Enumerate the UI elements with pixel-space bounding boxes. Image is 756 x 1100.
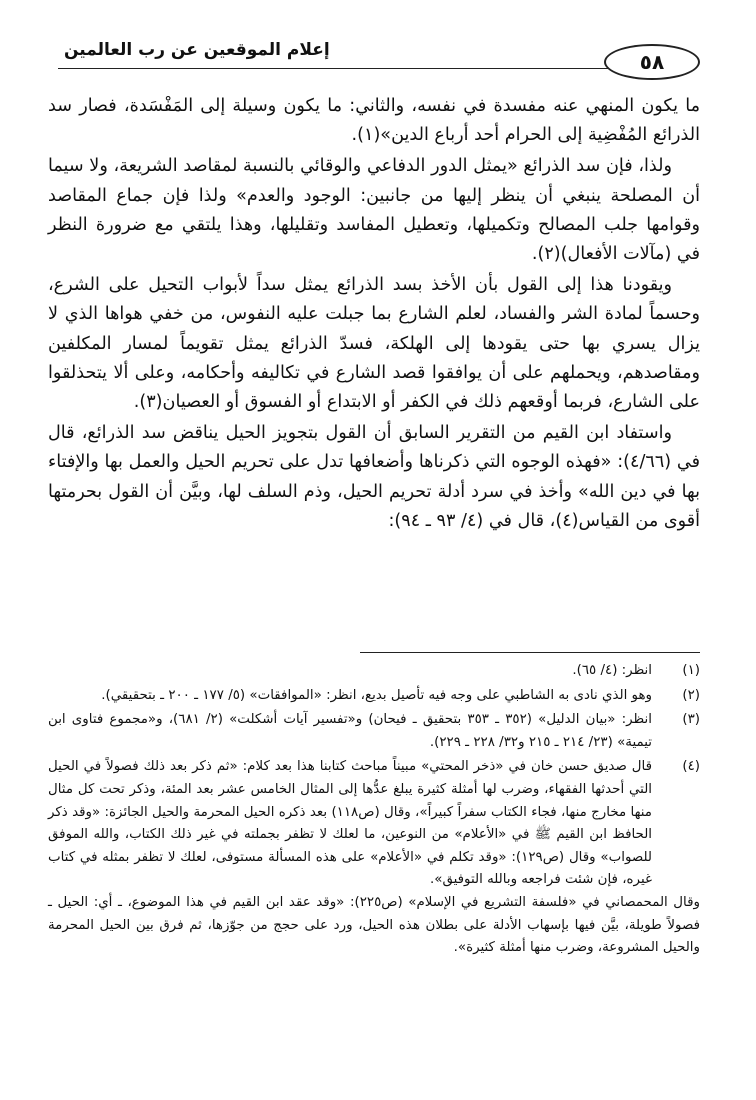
main-text: [48, 92, 700, 536]
footnote-number: (٢): [682, 687, 700, 703]
paragraph: ويقودنا هذا إلى القول بأن الأخذ بسد الذرائع يمثل سداً لأبواب التحيل على الشرع، وحسماً لمادة الشر والفساد، لعلم الشارع بما جبلت عليه النفوس، من خفي هواها الذي لا يزال يسري بها حتى يقودها إلى الهلكة، فسدّ الذرائع يمثل تقويماً لمسار المكلفين ومقاصدهم، ويحملهم على أن يوافقوا قصد الشارع في تكاليفه وأحكامه، وعلى ألا يتحذلقوا على الشارع، فربما أوقعهم ذلك في الكفر أو الابتداع أو الفسوق أو العصيان(٣).: [48, 275, 700, 413]
running-header: [58, 38, 700, 78]
page-number: ٥٨: [639, 50, 665, 74]
footnote-number: (٣): [682, 712, 700, 728]
footnote-number: (١): [682, 663, 700, 678]
footnote-separator: [360, 652, 700, 653]
footnote: [48, 685, 700, 708]
footnotes: [48, 660, 700, 960]
footnote: [48, 660, 700, 683]
paragraph: ولذا، فإن سد الذرائع «يمثل الدور الدفاعي والوقائي بالنسبة لمقاصد الشريعة، ولا سيما أن المصلحة ينبغي أن ينظر إليها من جانبين: الوجود والعدم» ولذا فإن جماع المقاصد وقوامها جلب المصالح وتكميلها، وتعطيل المفاسد وتقليلها، وهذا يلتقي مع ضرورة النظر في (مآلات الأفعال)(٢).: [48, 156, 700, 265]
page-number-badge: [604, 44, 700, 80]
book-title: إعلام الموقعين عن رب العالمين: [64, 40, 330, 60]
paragraph: واستفاد ابن القيم من التقرير السابق أن القول بتجويز الحيل يناقض سد الذرائع، قال في (٤/٦٦): «فهذه الوجوه التي ذكرناها وأضعافها تدل على تحريم الحيل والعمل بها والإفتاء بها في دين الله» وأخذ في سرد أدلة تحريم الحيل، وذم السلف لها، وبيَّن أن القول بحرمتها أقوى من القياس(٤)، قال في (٤/ ٩٣ ـ ٩٤):: [48, 423, 700, 531]
header-rule: [58, 68, 618, 69]
footnote-text: انظر: (٤/ ٦٥).: [572, 663, 652, 678]
footnote-continuation: وقال المحمصاني في «فلسفة التشريع في الإسلام» (ص٢٢٥): «وقد عقد ابن القيم في هذا الموضوع، ـ أي: الحيل ـ فصولاً طويلة، بيَّن فيها بإسهاب الأدلة على بطلان هذه الحيل، ورد على حجج من جوّزها، ثم فرق بين الحيل المحرمة والحيل المشروعة، وضرب منها أمثلة كثيرة».: [48, 894, 700, 956]
footnote: [48, 756, 700, 892]
paragraph: ما يكون المنهي عنه مفسدة في نفسه، والثاني: ما يكون وسيلة إلى المَفْسَدة، فصار سد الذرائع المُفْضِية إلى الحرام أحد أرباع الدين»(١).: [48, 96, 700, 146]
footnote-text: وهو الذي نادى به الشاطبي على وجه فيه تأصيل بديع، انظر: «الموافقات» (٥/ ١٧٧ ـ ٢٠٠ ـ بتحقيقي).: [101, 687, 652, 703]
footnote-number: (٤): [682, 759, 700, 775]
footnote-text: انظر: «بيان الدليل» (٣٥٢ ـ ٣٥٣ بتحقيق ـ فيحان) و«تفسير آيات أشكلت» (٢/ ٦٨١)، و«مجموع فتاوى ابن تيمية» (٢٣/ ٢١٤ ـ ٢١٥ و٣٢/ ٢٢٨ ـ ٢٢٩).: [48, 712, 652, 750]
footnote-text: قال صديق حسن خان في «ذخر المحتي» مبيناً مباحث كتابنا هذا بعد كلام: «ثم ذكر بعد ذلك فصولاً في الحيل التي أحدثها الفقهاء، وضرب لها أمثلة كثيرة يبلغ عدُّها إلى المثال الخامس عشر بعد المئة، وذكر تحت كل مثال منها مخارج منها، فجاء الكتاب سفراً كبيراً»، وقال (ص١١٨) بعد ذكره الحيل المحرمة والحيل الجائزة: «وقد ذكر الحافظ ابن القيم ﷺ في «الأعلام» من النوعين، ما لعلك لا تظفر بجملته في غير ذلك الكتاب، والله الموفق للصواب» وقال (ص١٢٩): «وقد تكلم في «الأعلام» على هذه المسألة مستوفى، لعلك لا تظفر بمثله في كتاب غيره، فإن شئت فراجعه وبالله التوفيق».: [48, 759, 652, 888]
footnote: [48, 709, 700, 754]
